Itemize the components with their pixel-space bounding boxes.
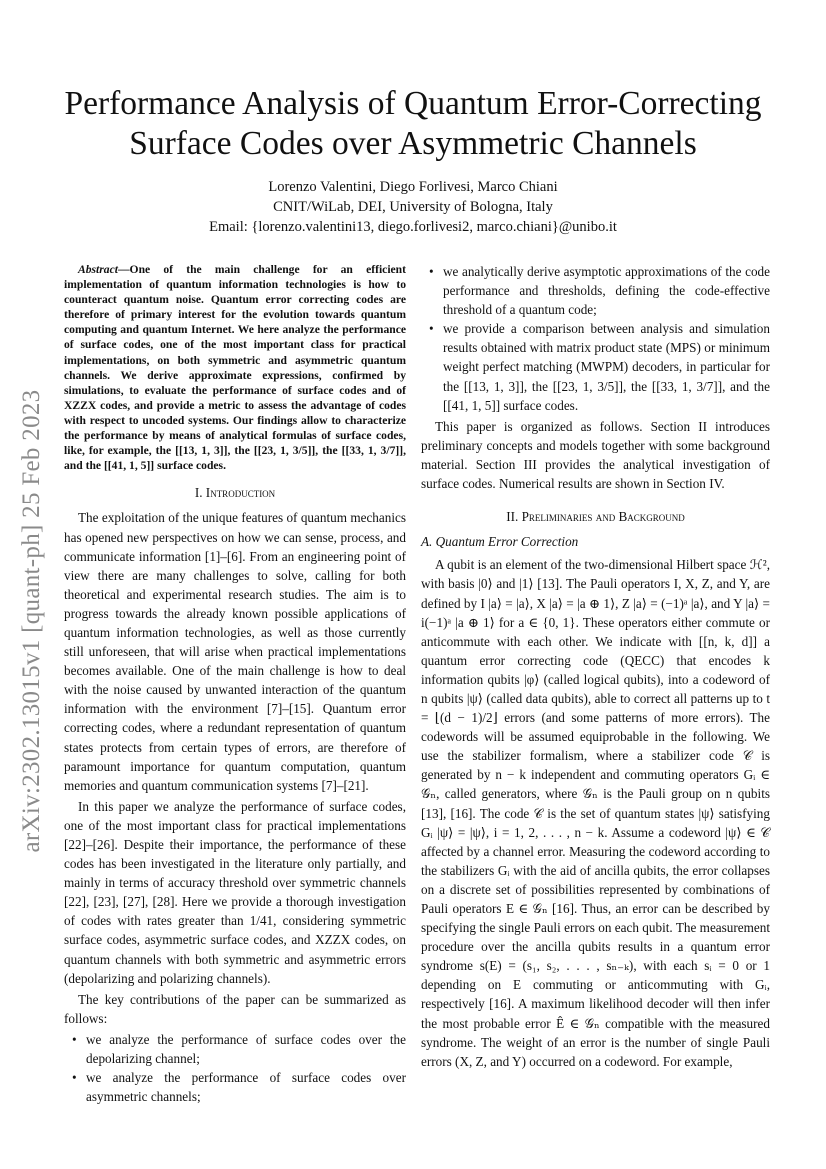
abstract-text: —One of the main challenge for an efficient implementation of quantum information technologies is how to counteract quantum noise. Quantum error correcting codes are therefore of primary interest for the evolution towards quantum computing and quantum Internet. We here analyze the performance of surface codes, one of the most important class for practical implementations, on both symmetric and asymmetric quantum channels. We derive approximate expressions, confirmed by simulations, to evaluate the performance of surface codes and of XZZX codes, and provide a metric to assess the advantage of codes with respect to uncoded systems. Our findings allow to characterize the performance by means of analytical formulas of surface codes, like, for example, the [[13, 1, 3]], the [[23, 1, 3/5]], the [[33, 1, 3/7]], and the [[41, 1, 5]] surface codes. [64,263,406,473]
intro-paragraph-1: The exploitation of the unique features of quantum mechanics has opened new perspectives on how we can sense, process, and communicate information [1]–[6]. From an engineering point of view there are many challenges to solve, calling for both theoretical and experimental research studies. The aim is to progress towards the already known possible applications of quantum information technologies, as well as those currently still unforeseen, that will arise when practical implementations becomes available. One of the main challenge is how to deal with the noise caused by unwanted interaction of the quantum information with the environment [7]–[15]. Quantum error correcting codes, where a redundant representation of quantum states protects from certain types of errors, are therefore of paramount importance for quantum computation, quantum memories and quantum communication systems [7]–[21]. [64,510,406,793]
organization-paragraph: This paper is organized as follows. Section II introduces preliminary concepts and models together with some background material. Section III provides the analytical investigation of surface codes. Numerical results are shown in Section IV. [421,418,770,492]
intro-paragraph-2: In this paper we analyze the performance of surface codes, one of the most important class for practical implementations [22]–[26]. Despite their importance, the performance of these codes has been investigated in the literature only partially, and mainly in terms of accuracy threshold over symmetric channels [22], [23], [27], [28]. Here we provide a thorough investigation of codes with rates greater than 1/41, considering symmetric surface codes, asymmetric surface codes, and XZZX codes, on quantum channels with both symmetric and asymmetric errors (depolarizing and polarizing channels). [64,798,406,986]
left-column [64,262,406,1108]
contributions-list-part-1 [64,1030,406,1106]
title-line-1: Performance Analysis of Quantum Error-Correcting [64,85,762,122]
arxiv-sidebar [12,316,52,926]
right-column [421,262,770,1073]
qec-paragraph-1: A qubit is an element of the two-dimensional Hilbert space ℋ², with basis |0⟩ and |1⟩ [13]. The Pauli operators I, X, Z, and Y, are defined by I |a⟩ = |a⟩, X |a⟩ = |a ⊕ 1⟩, Z |a⟩ = (−1)ᵃ |a⟩, and Y |a⟩ = i(−1)ᵃ |a ⊕ 1⟩ for a ∈ {0, 1}. These operators either commute or anticommute with each other. We indicate with [[n, k, d]] a quantum error correcting code (QECC) that encodes k information qubits |φ⟩ (called logical qubits), into a codeword of n qubits |ψ⟩ (called data qubits), able to correct all patterns up to t = ⌊(d − 1)/2⌋ errors (and some patterns of more errors). The codewords will be assumed equiprobable in the following. We use the stabilizer formalism, where a stabilizer code 𝒞 is generated by n − k independent and commuting operators Gᵢ ∈ 𝒢ₙ, called generators, where 𝒢ₙ is the Pauli group on n qubits [13], [16]. The code 𝒞 is the set of quantum states |ψ⟩ satisfying Gᵢ |ψ⟩ = |ψ⟩, i = 1, 2, . . . , n − k. Assume a codeword |ψ⟩ ∈ 𝒞 affected by a channel error. Measuring the codeword according to the stabilizers Gᵢ with the aid of ancilla qubits, the error collapses on a discrete set of possibilities represented by combinations of Pauli operators E ∈ 𝒢ₙ [16]. Thus, an error can be described by specifying the single Pauli errors on each qubit. The measurement procedure over the ancilla qubits results in a quantum error syndrome s(E) = (s₁, s₂, . . . , sₙ₋ₖ), with each sᵢ = 0 or 1 depending on E commuting or anticommuting with Gᵢ, respectively [16]. A maximum likelihood decoder will then infer the most probable error Ê ∈ 𝒢ₙ compatible with the measured syndrome. The weight of an error is the number of single Pauli errors (X, Z, and Y) occurred on a codeword. For example, [421,557,770,1069]
email: Email: {lorenzo.valentini13, diego.forlivesi2, marco.chiani}@unibo.it [209,219,617,235]
abstract [64,262,406,473]
authors: Lorenzo Valentini, Diego Forlivesi, Marco Chiani [268,179,558,195]
list-item: • we provide a comparison between analysis and simulation results obtained with matrix product state (MPS) or minimum weight perfect matching (MWPM) decoders, in particular for the [[13, 1, 3]], the [[23, 1, 3/5]], the [[33, 1, 3/7]], and the [[41, 1, 5]] surface codes. [421,319,770,414]
section-heading-preliminaries: II. Preliminaries and Background [506,509,685,525]
author-block [0,177,826,237]
affiliation: CNIT/WiLab, DEI, University of Bologna, Italy [273,199,553,215]
subsection-heading-qec: A. Quantum Error Correction [421,534,579,550]
list-item: • we analytically derive asymptotic approximations of the code performance and thresholds, defining the code-effective threshold of a quantum code; [421,262,770,319]
paper-title [0,84,826,164]
list-item: • we analyze the performance of surface codes over asymmetric channels; [64,1068,406,1106]
abstract-label: Abstract [78,263,118,276]
list-item: • we analyze the performance of surface codes over the depolarizing channel; [64,1030,406,1068]
arxiv-id: arXiv:2302.13015v1 [quant-ph] 25 Feb 2023 [18,389,45,853]
title-line-2: Surface Codes over Asymmetric Channels [129,125,697,162]
intro-paragraph-3: The key contributions of the paper can be summarized as follows: [64,991,406,1026]
contributions-list-part-2 [421,262,770,415]
section-heading-introduction: I. Introduction [194,485,276,501]
